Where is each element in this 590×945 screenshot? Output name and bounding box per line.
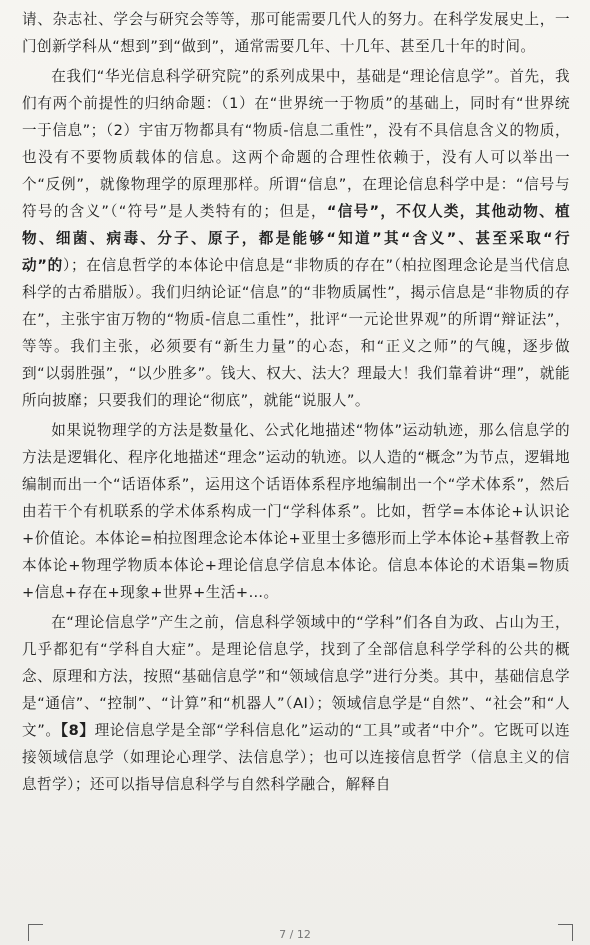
paragraph-1: 请、杂志社、学会与研究会等等，那可能需要几代人的努力。在科学发展史上，一门创新学科从“想到”到“做到”，通常需要几年、十几年、甚至几十年的时间。: [22, 11, 570, 55]
reference-marker: 【8】: [60, 722, 95, 739]
paragraph-4-text-a: 在“理论信息学”产生之前，信息科学领域中的“学科”们各自为政、占山为王，几乎都犯有“学科自大症”。是理论信息学，找到了全部信息科学学科的公共的概念、原理和方法，按照“基础信息学”和“领域信息学”进行分类。其中，基础信息学是“通信”、“控制”、“计算”和“机器人”（AI）；领域信息学是“自然”、“社会”和“人文”。: [22, 614, 570, 739]
right-corner-mark-icon: [558, 924, 573, 941]
left-corner-mark-icon: [28, 924, 43, 941]
paragraph-2-text-a: 在我们“华光信息科学研究院”的系列成果中，基础是“理论信息学”。首先，我们有两个前提性的归纳命题：（1）在“世界统一于物质”的基础上，同时有“世界统一于信息”；（2）宇宙万物都具有“物质-信息二重性”，没有不具信息含义的物质，也没有不要物质载体的信息。这两个命题的合理性依赖于，没有人可以举出一个“反例”，就像物理学的原理那样。所谓“信息”，在理论信息科学中是：“信号与符号的含义”（“符号”是人类特有的；但是，: [22, 68, 570, 220]
paragraph-2-text-c: ）；在信息哲学的本体论中信息是“非物质的存在”（柏拉图理念论是当代信息科学的古希腊版）。我们归纳论证“信息”的“非物质属性”，揭示信息是“非物质的存在”，主张宇宙万物的“物质-信息二重性”，批评“一元论世界观”的所谓“辩证法”，等等。我们主张，必须要有“新生力量”的心态，和“正义之师”的气魄，逐步做到“以弱胜强”，“以少胜多”。钱大、权大、法大？理最大！我们靠着讲“理”，就能所向披靡；只要我们的理论“彻底”，就能“说服人”。: [22, 257, 570, 409]
page-footer: [0, 922, 590, 945]
document-body: [22, 6, 570, 801]
page-indicator: 7 / 12: [279, 928, 311, 941]
paragraph-2: [22, 63, 570, 414]
paragraph-3: 如果说物理学的方法是数量化、公式化地描述“物体”运动轨迹，那么信息学的方法是逻辑化、程序化地描述“理念”运动的轨迹。以人造的“概念”为节点，逻辑地编制而出一个“话语体系”，运用这个话语体系程序地编制出一个“学术体系”，然后由若干个有机联系的学术体系构成一门“学科体系”。比如，哲学=本体论+认识论+价值论。本体论=柏拉图理念论本体论+亚里士多德形而上学本体论+基督教上帝本体论+物理学物质本体论+理论信息学信息本体论。信息本体论的术语集=物质+信息+存在+现象+世界+生活+…。: [22, 422, 570, 601]
paragraph-4: [22, 609, 570, 798]
paragraph-2-bold-text: “信号”，不仅人类，其他动物、植物、细菌、病毒、分子、原子，都是能够“知道”其“含义”、甚至采取“行动”的: [22, 203, 570, 274]
paragraph-4-text-c: 理论信息学是全部“学科信息化”运动的“工具”或者“中介”。它既可以连接领域信息学（如理论心理学、法信息学）；也可以连接信息哲学（信息主义的信息哲学）；还可以指导信息科学与自然科学融合，解释自: [22, 722, 570, 793]
